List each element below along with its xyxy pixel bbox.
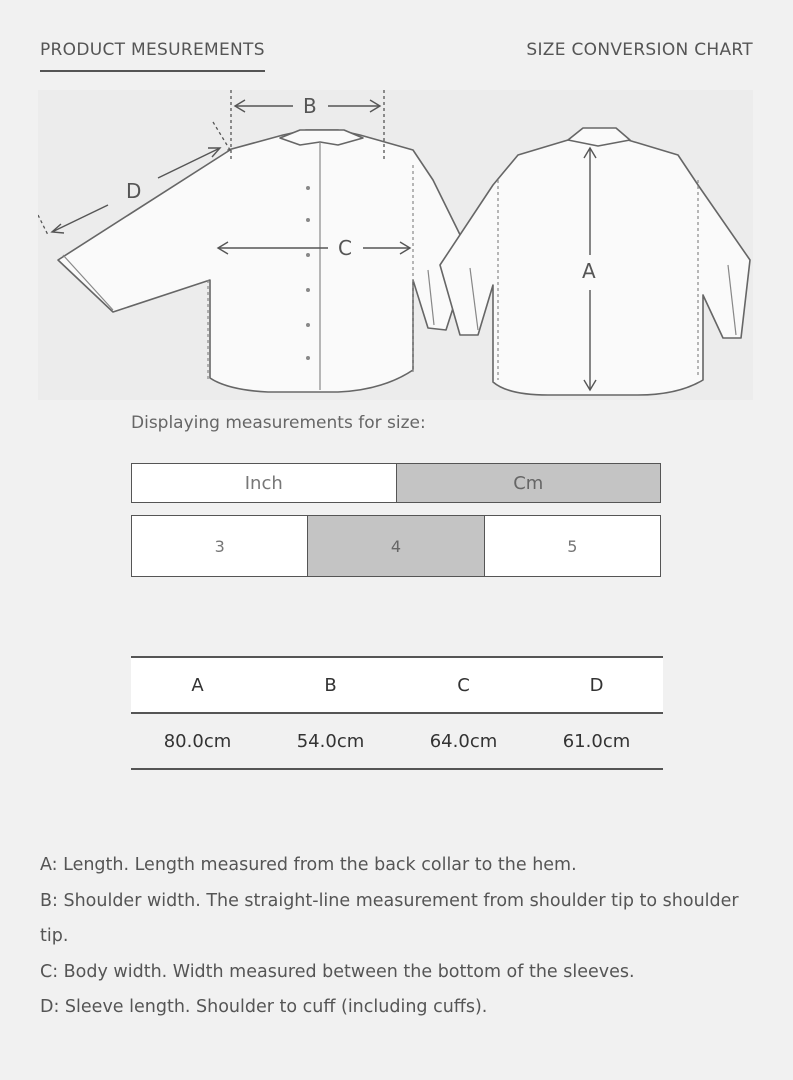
value-a: 80.0cm [163, 730, 232, 752]
header-b: B [324, 674, 337, 696]
value-c: 64.0cm [429, 730, 498, 752]
header-d: D [589, 674, 604, 696]
label-b: B [303, 94, 317, 118]
header-c: C [457, 674, 470, 696]
unit-cm-option[interactable]: Cm [396, 464, 661, 502]
header-a: A [191, 674, 204, 696]
size-option-3[interactable]: 3 [132, 516, 307, 576]
size-selector [131, 515, 661, 577]
size-option-4[interactable]: 4 [307, 516, 483, 576]
table-values-row [131, 712, 663, 770]
label-a: A [582, 259, 596, 283]
tab-product-measurements[interactable]: PRODUCT MESUREMENTS [40, 40, 265, 72]
label-c: C [338, 236, 352, 260]
description-a: A: Length. Length measured from the back collar to the hem. [40, 855, 577, 875]
measurements-table [131, 656, 663, 770]
unit-inch-option[interactable]: Inch [132, 464, 396, 502]
description-c: C: Body width. Width measured between the bottom of the sleeves. [40, 961, 635, 982]
measurement-tabs [40, 40, 753, 74]
value-d: 61.0cm [562, 730, 631, 752]
table-header-row [131, 656, 663, 712]
description-d: D: Sleeve length. Shoulder to cuff (including cuffs). [40, 997, 488, 1017]
value-b: 54.0cm [296, 730, 365, 752]
tab-size-conversion-chart[interactable]: SIZE CONVERSION CHART [526, 40, 753, 60]
shirt-measurement-diagram [38, 90, 753, 400]
unit-toggle [131, 463, 661, 503]
front-shirt-body [58, 130, 470, 392]
description-b: B: Shoulder width. The straight-line measurement from shoulder tip to shoulder tip. [40, 890, 739, 946]
label-d: D [126, 179, 142, 203]
size-option-5[interactable]: 5 [484, 516, 660, 576]
display-size-label: Displaying measurements for size: [131, 413, 426, 433]
shirt-diagram-svg [38, 90, 753, 400]
measurement-descriptions [40, 848, 760, 1026]
